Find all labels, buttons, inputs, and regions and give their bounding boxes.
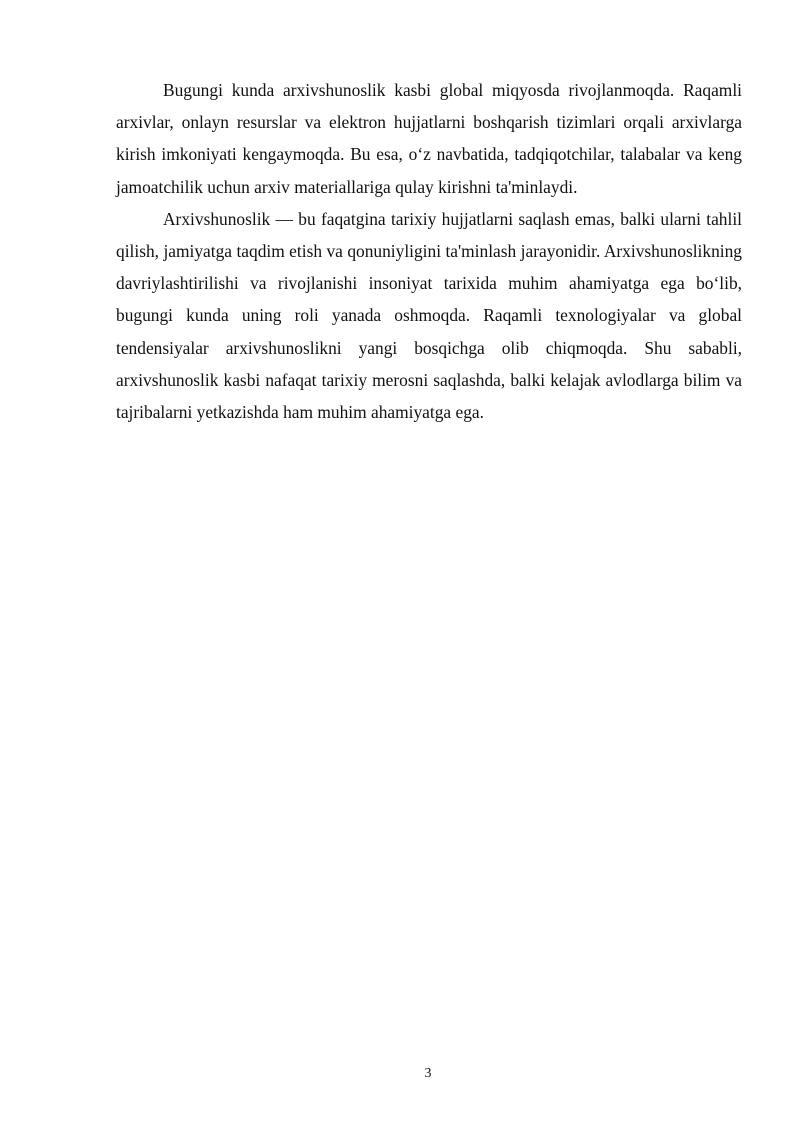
paragraph-1: Bugungi kunda arxivshunoslik kasbi global miqyosda rivojlanmoqda. Raqamli arxivlar, onlayn resurslar va elektron hujjatlarni boshqarish tizimlari orqali arxivlarga kirish imkoniyati kengaymoqda. Bu esa, o‘z navbatida, tadqiqotchilar, talabalar va keng jamoatchilik uchun arxiv materiallariga qulay kirishni ta'minlaydi. [116, 80, 742, 197]
body-text [116, 74, 742, 428]
page-number: 3 [424, 1066, 432, 1081]
paragraph-2: Arxivshunoslik — bu faqatgina tarixiy hujjatlarni saqlash emas, balki ularni tahlil qilish, jamiyatga taqdim etish va qonuniyligini ta'minlash jarayonidir. Arxivshunoslikning davriylashtirilishi va rivojlanishi insoniyat tarixida muhim ahamiyatga ega bo‘lib, bugungi kunda uning roli yanada oshmoqda. Raqamli texnologiyalar va global tendensiyalar arxivshunoslikni yangi bosqichga olib chiqmoqda. Shu sababli, arxivshunoslik kasbi nafaqat tarixiy merosni saqlashda, balki kelajak avlodlarga bilim va tajribalarni yetkazishda ham muhim ahamiyatga ega. [116, 208, 742, 423]
